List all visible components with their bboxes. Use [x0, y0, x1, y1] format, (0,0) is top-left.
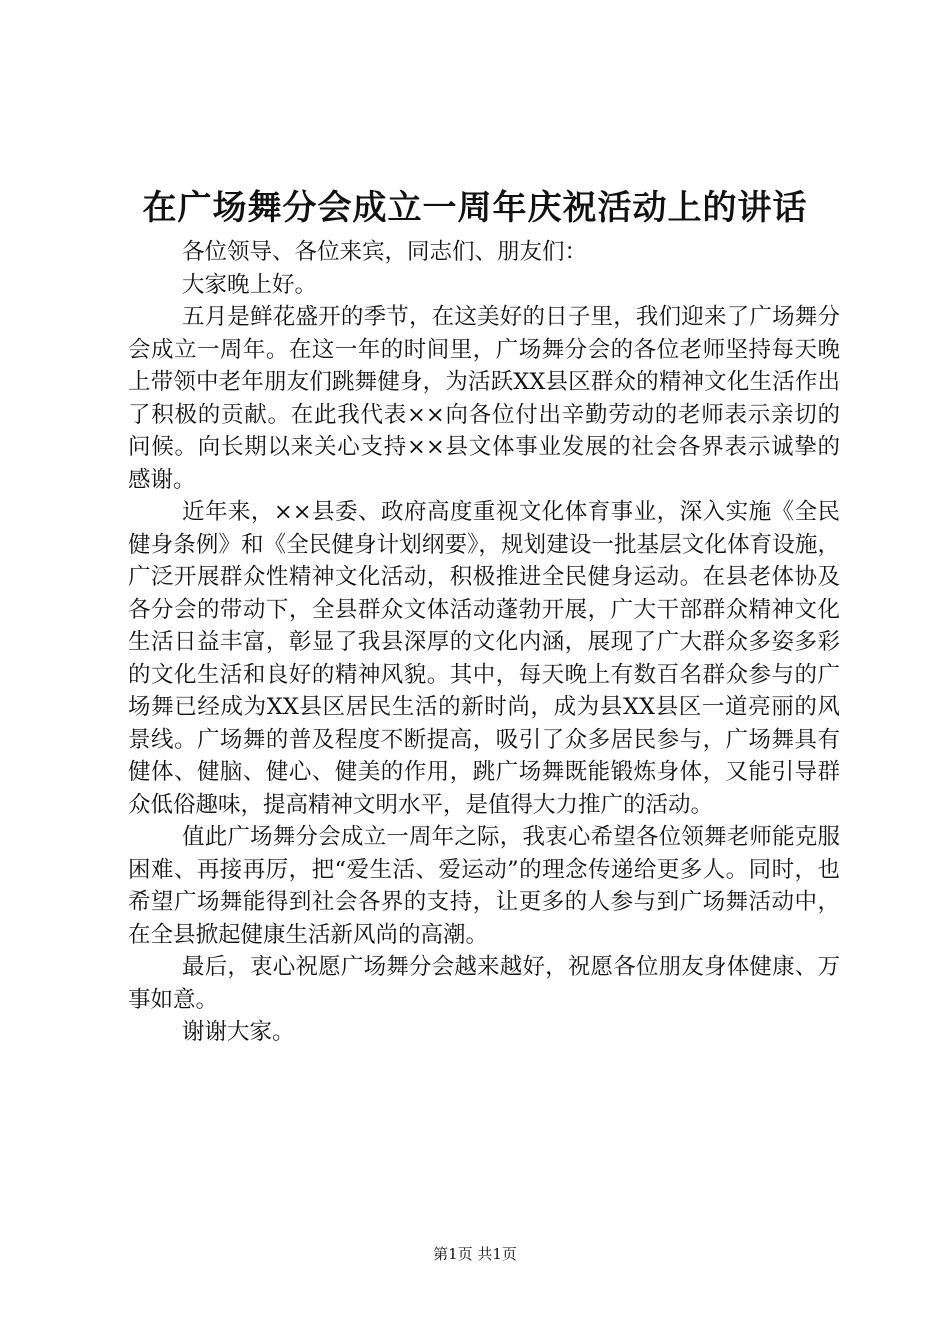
greeting-paragraph: 大家晚上好。 [182, 271, 318, 298]
salutation-paragraph: 各位领导、各位来宾，同志们、朋友们： [182, 239, 588, 265]
thanks-paragraph: 谢谢大家。 [182, 1019, 295, 1045]
body-paragraph-recent-years: 近年来，××县委、政府高度重视文化体育事业，深入实施《全民健身条例》和《全民健身计划纲要》，规划建设一批基层文化体育设施，广泛开展群众性精神文化活动，积极推进全民健身运动。在县老体协及各分会的带动下，全县群众文体活动蓬勃开展，广大干部群众精神文化生活日益丰富，彰显了我县深厚的文化内涵，展现了广大群众多姿多彩的文化生活和良好的精神风貌。其中，每天晚上有数百名群众参与的广场舞已经成为XX县区居民生活的新时尚，成为县XX县区一道亮丽的风景线。广场舞的普及程度不断提高，吸引了众多居民参与，广场舞具有健体、健脑、健心、健美的作用，跳广场舞既能锻炼身体，又能引导群众低俗趣味，提高精神文明水平，是值得大力推广的活动。 [128, 499, 840, 818]
body-paragraph-hopes: 值此广场舞分会成立一周年之际，我衷心希望各位领舞老师能克服困难、再接再厉，把“爱生活、爱运动”的理念传递给更多人。同时，也希望广场舞能得到社会各界的支持，让更多的人参与到广场舞活动中，在全县掀起健康生活新风尚的高潮。 [128, 824, 840, 948]
document-body [128, 236, 840, 1049]
closing-wishes-paragraph: 最后，衷心祝愿广场舞分会越来越好，祝愿各位朋友身体健康、万事如意。 [128, 954, 840, 1013]
body-paragraph-anniversary: 五月是鲜花盛开的季节，在这美好的日子里，我们迎来了广场舞分会成立一周年。在这一年的时间里，广场舞分会的各位老师坚持每天晚上带领中老年朋友们跳舞健身，为活跃XX县区群众的精神文化生活作出了积极的贡献。在此我代表××向各位付出辛勤劳动的老师表示亲切的问候。向长期以来关心支持××县文体事业发展的社会各界表示诚挚的感谢。 [128, 304, 840, 493]
page-footer: 第1页 共1页 [433, 1245, 517, 1263]
document-title: 在广场舞分会成立一周年庆祝活动上的讲话 [142, 188, 808, 228]
